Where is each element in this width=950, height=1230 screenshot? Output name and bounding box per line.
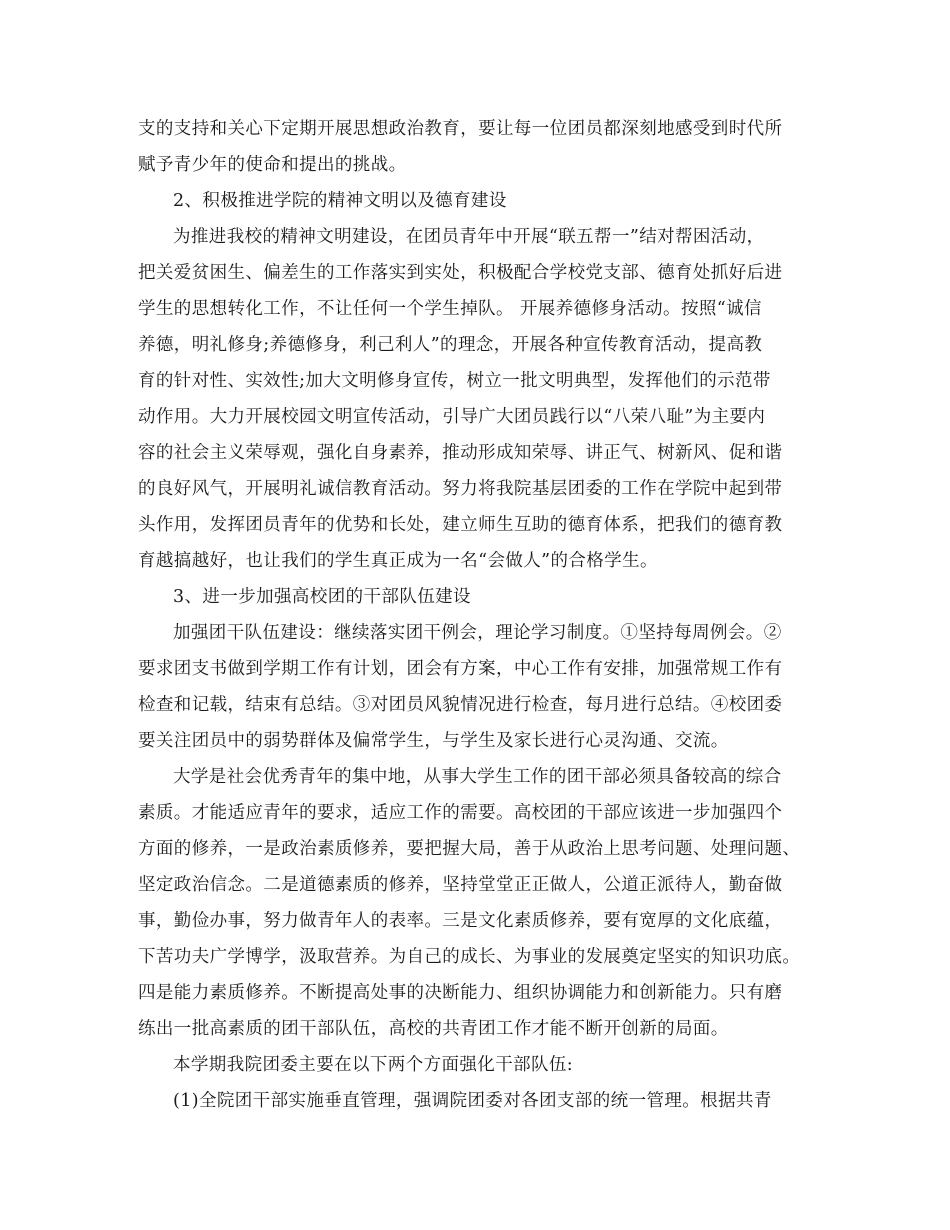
section-heading: 2、积极推进学院的精神文明以及德育建设 — [173, 191, 507, 211]
text-line: 坚定政治信念。二是道德素质的修养，坚持堂堂正正做人，公道正派待人，勤奋做 — [138, 875, 783, 895]
text-line: 检查和记载，结束有总结。③对团员风貌情况进行检查，每月进行总结。④校团委 — [138, 695, 783, 715]
text-line: 加强团干队伍建设：继续落实团干例会，理论学习制度。①坚持每周例会。② — [173, 623, 782, 643]
text-line: 要求团支书做到学期工作有计划，团会有方案，中心工作有安排，加强常规工作有 — [138, 659, 783, 679]
text-line: 要关注团员中的弱势群体及偏常学生，与学生及家长进行心灵沟通、交流。 — [138, 731, 729, 751]
section-heading: 3、进一步加强高校团的干部队伍建设 — [173, 587, 471, 607]
text-line: 为推进我校的精神文明建设，在团员青年中开展“联五帮一”结对帮困活动， — [173, 227, 765, 247]
text-line: 学生的思想转化工作，不让任何一个学生掉队。 开展养德修身活动。按照“诚信 — [138, 299, 762, 319]
text-line: (1)全院团干部实施垂直管理，强调院团委对各团支部的统一管理。根据共青 — [173, 1091, 772, 1111]
text-line: 动作用。大力开展校园文明宣传活动，引导广大团员践行以“八荣八耻”为主要内 — [138, 407, 766, 427]
text-line: 素质。才能适应青年的要求，适应工作的需要。高校团的干部应该进一步加强四个 — [138, 803, 783, 823]
text-line: 育越搞越好，也让我们的学生真正成为一名“会做人”的合格学生。 — [138, 551, 658, 571]
text-line: 四是能力素质修养。不断提高处事的决断能力、组织协调能力和创新能力。只有磨 — [138, 983, 783, 1003]
text-line: 事，勤俭办事，努力做青年人的表率。三是文化素质修养，要有宽厚的文化底蕴， — [138, 911, 783, 931]
text-line: 养德，明礼修身;养德修身，利己利人”的理念，开展各种宣传教育活动，提高教 — [138, 335, 763, 355]
text-line: 头作用，发挥团员青年的优势和长处，建立师生互助的德育体系，把我们的德育教 — [138, 515, 783, 535]
text-line: 赋予青少年的使命和提出的挑战。 — [138, 155, 407, 175]
text-line: 的良好风气，开展明礼诚信教育活动。努力将我院基层团委的工作在学院中起到带 — [138, 479, 783, 499]
text-line: 方面的修养，一是政治素质修养，要把握大局，善于从政治上思考问题、处理问题、 — [138, 839, 801, 859]
text-line: 本学期我院团委主要在以下两个方面强化干部队伍: — [173, 1055, 574, 1075]
text-line: 育的针对性、实效性;加大文明修身宣传，树立一批文明典型，发挥他们的示范带 — [138, 371, 771, 391]
text-line: 容的社会主义荣辱观，强化自身素养，推动形成知荣辱、讲正气、树新风、促和谐 — [138, 443, 783, 463]
text-line: 大学是社会优秀青年的集中地，从事大学生工作的团干部必须具备较高的综合 — [173, 767, 782, 787]
text-line: 下苦功夫广学博学，汲取营养。为自己的成长、为事业的发展奠定坚实的知识功底。 — [138, 947, 801, 967]
text-line: 把关爱贫困生、偏差生的工作落实到实处，积极配合学校党支部、德育处抓好后进 — [138, 263, 783, 283]
text-line: 练出一批高素质的团干部队伍，高校的共青团工作才能不断开创新的局面。 — [138, 1019, 729, 1039]
text-line: 支的支持和关心下定期开展思想政治教育，要让每一位团员都深刻地感受到时代所 — [138, 119, 783, 139]
